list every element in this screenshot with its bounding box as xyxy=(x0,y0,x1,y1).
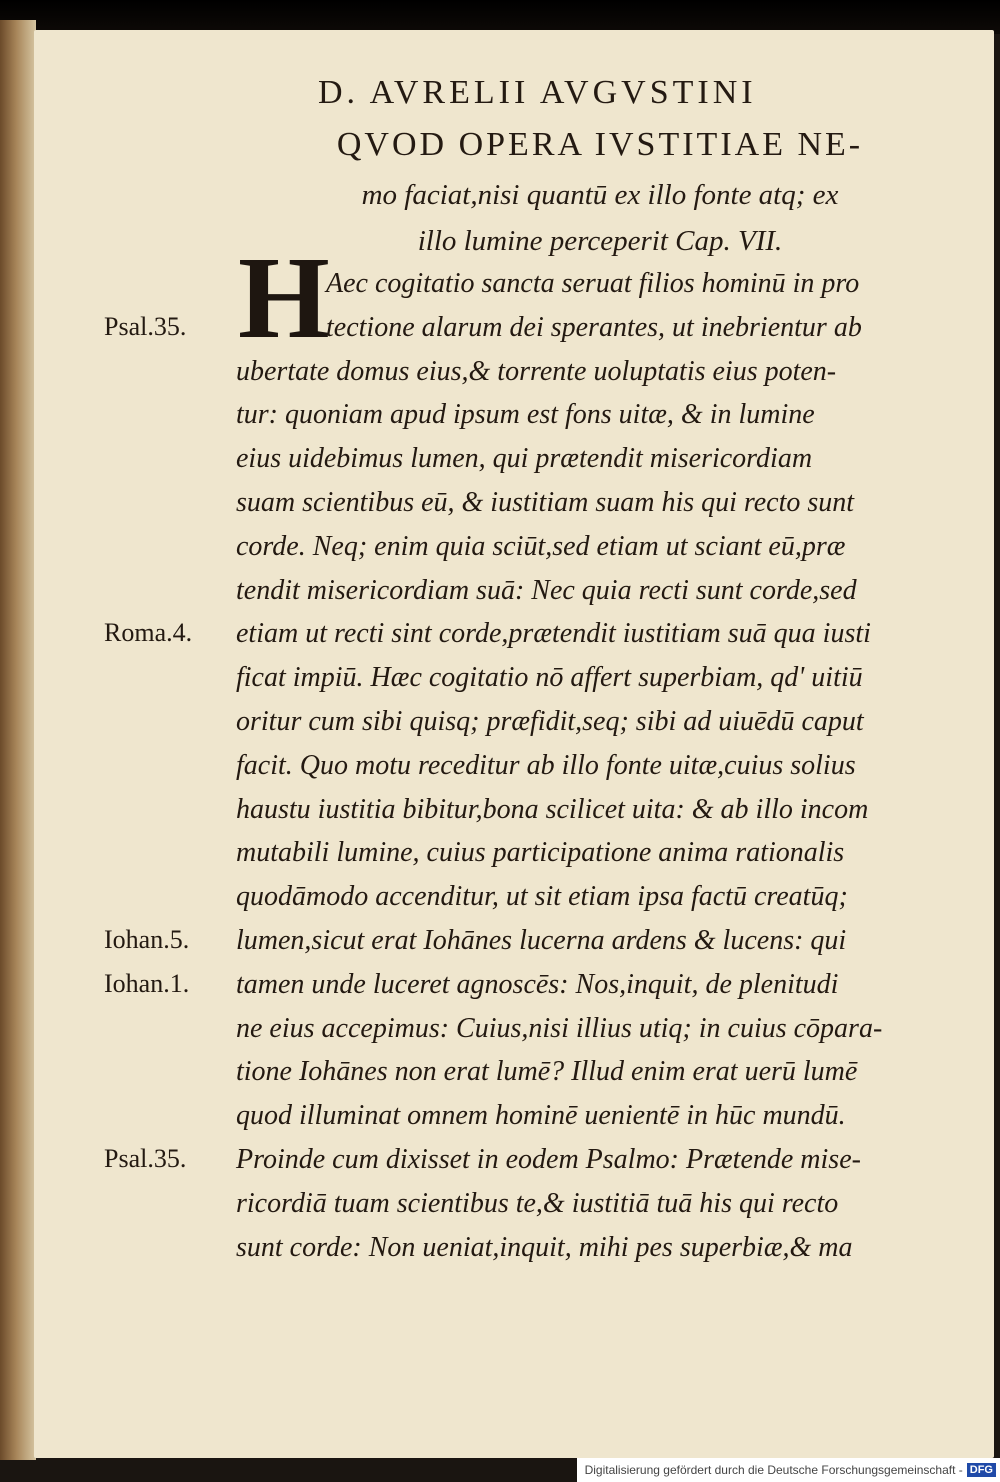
body-line: quod illuminat omnem hominē uenientē in hūc mundū. xyxy=(236,1100,846,1132)
margin-note: Iohan.1. xyxy=(104,968,190,998)
body-line: Aec cogitatio sancta seruat filios hominū in pro xyxy=(326,268,860,299)
body-line: eius uidebimus lumen, qui prætendit misericordiam xyxy=(236,443,813,475)
footer-bar xyxy=(577,1458,1000,1482)
body-line: sunt corde: Non ueniat,inquit, mihi pes superbiæ,& ma xyxy=(236,1231,853,1263)
body-line: mutabili lumine, cuius participatione anima rationalis xyxy=(236,837,845,869)
body-line: tendit misericordiam suā: Nec quia recti sunt corde,sed xyxy=(236,574,857,606)
margin-note: Iohan.5. xyxy=(104,925,190,954)
body-line: ne eius accepimus: Cuius,nisi illius utiq; in cuius cōpara- xyxy=(236,1012,883,1044)
drop-cap-initial: H xyxy=(238,232,330,363)
body-line: quodāmodo accenditur, ut sit etiam ipsa factū creatūq; xyxy=(236,881,848,913)
body-line: tamen unde luceret agnoscēs: Nos,inquit, de plenitudi xyxy=(236,968,839,1000)
chapter-title-line-3: illo lumine perceperit Cap. VII. xyxy=(417,225,783,257)
body-line: ficat impiū. Hæc cogitatio nō affert superbiam, qd' uitiū xyxy=(236,662,863,694)
body-line: corde. Neq; enim quia sciūt,sed etiam ut sciant eū,præ xyxy=(236,530,846,562)
body-line: ricordiā tuam scientibus te,& iustitiā tuā his qui recto xyxy=(236,1187,839,1219)
chapter-title-line-2: mo faciat,nisi quantū ex illo fonte atq; ex xyxy=(361,179,839,211)
body-line: ubertate domus eius,& torrente uoluptatis eius poten- xyxy=(236,355,837,387)
margin-note: Psal.35. xyxy=(104,311,187,341)
chapter-title-line-1: QVOD OPERA IVSTITIAE NE- xyxy=(336,126,864,163)
chapter-title xyxy=(250,126,950,264)
body-line: Proinde cum dixisset in eodem Psalmo: Prætende mise- xyxy=(236,1143,861,1175)
footer-credit-text: Digitalisierung gefördert durch die Deutsche Forschungsgemeinschaft - xyxy=(584,1463,963,1477)
body-line: lumen,sicut erat Iohānes lucerna ardens & lucens: qui xyxy=(236,924,847,956)
body-text xyxy=(236,262,936,1269)
body-line: tione Iohānes non erat lumē? Illud enim erat uerū lumē xyxy=(236,1056,858,1088)
body-line: haustu iustitia bibitur,bona scilicet uita: & ab illo incom xyxy=(236,793,869,825)
body-line: oritur cum sibi quisq; præfidit,seq; sibi ad uiuēdū caput xyxy=(236,705,864,737)
margin-note: Roma.4. xyxy=(104,618,193,648)
margin-note: Psal.35. xyxy=(104,1144,187,1173)
book-page-edge xyxy=(0,20,36,1460)
body-line: tur: quoniam apud ipsum est fons uitæ, & in lumine xyxy=(236,399,815,431)
body-line: facit. Quo motu receditur ab illo fonte uitæ,cuius solius xyxy=(236,749,856,781)
dfg-logo-icon: DFG xyxy=(967,1463,996,1477)
running-head: D. AVRELII AVGVSTINI xyxy=(318,74,757,111)
body-line: etiam ut recti sint corde,prætendit iustitiam suā qua iusti xyxy=(236,618,871,650)
body-line: tectione alarum dei sperantes, ut inebrientur ab xyxy=(326,311,862,343)
book-top-shadow xyxy=(0,0,1000,34)
body-line: suam scientibus eū, & iustitiam suam his qui recto sunt xyxy=(236,486,855,518)
